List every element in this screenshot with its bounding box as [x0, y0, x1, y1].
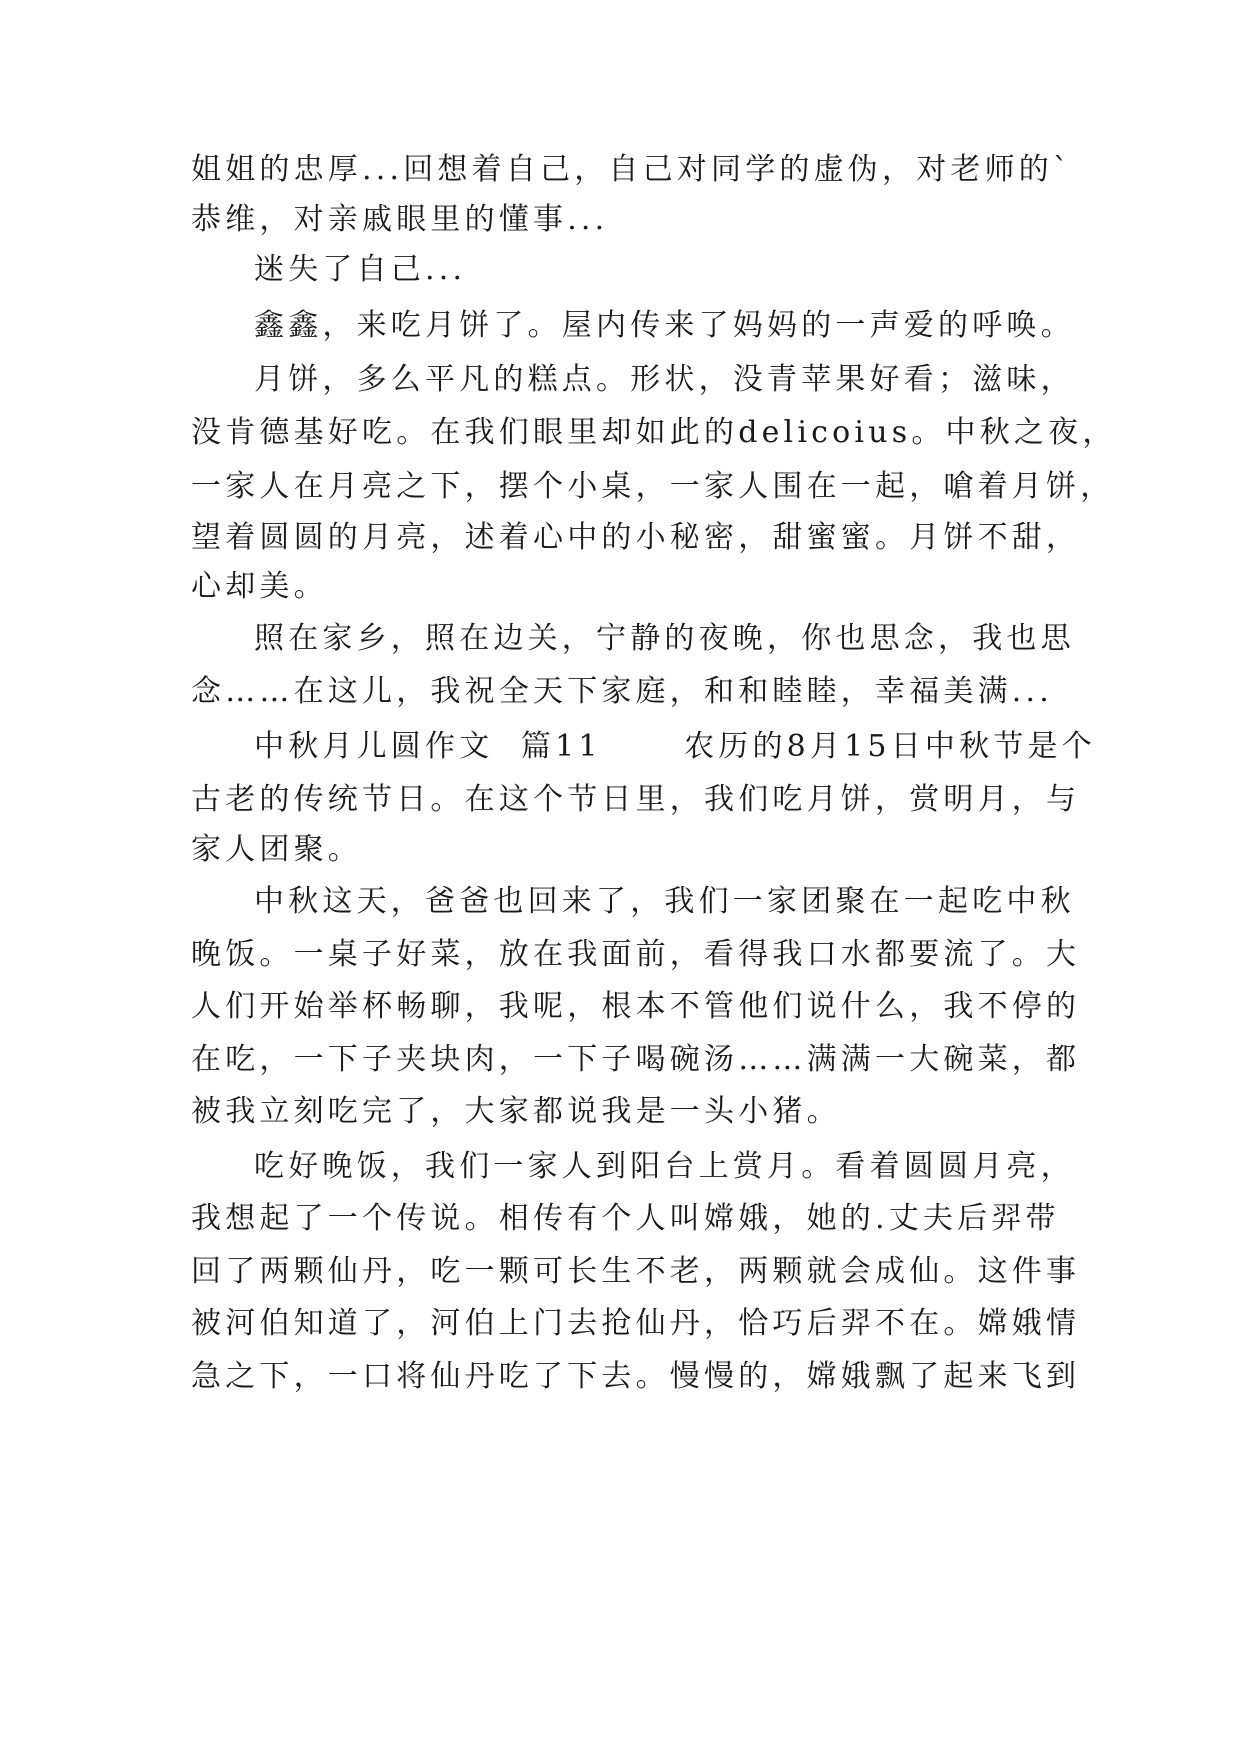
- text-line-20: 吃好晚饭，我们一家人到阳台上赏月。看着圆圆月亮，: [254, 1149, 1075, 1184]
- text-line-5: 月饼，多么平凡的糕点。形状，没青苹果好看；滋味，: [254, 362, 1075, 397]
- text-line-15: 中秋这天，爸爸也回来了，我们一家团聚在一起吃中秋: [254, 884, 1075, 919]
- text-line-1: 姐姐的忠厚...回想着自己，自己对同学的虚伪，对老师的`: [191, 152, 1073, 187]
- text-line-13: 古老的传统节日。在这个节日里，我们吃月饼，赏明月，与: [191, 782, 1081, 817]
- text-line-19: 被我立刻吃完了，大家都说我是一头小猪。: [191, 1094, 841, 1129]
- text-line-7: 一家人在月亮之下，摆个小桌，一家人围在一起，嗆着月饼，: [191, 469, 1115, 504]
- text-line-12: 中秋月儿圆作文 篇11 农历的8月15日中秋节是个: [254, 729, 1096, 764]
- text-line-22: 回了两颗仙丹，吃一颗可长生不老，两颗就会成仙。这件事: [191, 1254, 1081, 1289]
- text-line-8: 望着圆圆的月亮，述着心中的小秘密，甜蜜蜜。月饼不甜，: [191, 520, 1081, 555]
- text-line-6: 没肯德基好吃。在我们眼里却如此的delicoius。中秋之夜，: [191, 415, 1117, 450]
- text-line-24: 急之下，一口将仙丹吃了下去。慢慢的，嫦娥飘了起来飞到: [191, 1359, 1081, 1394]
- text-line-18: 在吃，一下子夹块肉，一下子喝碗汤……满满一大碗菜，都: [191, 1042, 1081, 1077]
- text-line-21: 我想起了一个传说。相传有个人叫嫦娥，她的.丈夫后羿带: [191, 1201, 1060, 1236]
- text-line-11: 念……在这儿，我祝全天下家庭，和和睦睦，幸福美满...: [191, 674, 1054, 709]
- text-line-10: 照在家乡，照在边关，宁静的夜晚，你也思念，我也思: [254, 621, 1075, 656]
- text-line-9: 心却美。: [191, 569, 328, 604]
- text-line-17: 人们开始举杯畅聊，我呢，根本不管他们说什么，我不停的: [191, 989, 1081, 1024]
- text-line-16: 晚饭。一桌子好菜，放在我面前，看得我口水都要流了。大: [191, 937, 1081, 972]
- text-line-3: 迷失了自己...: [254, 252, 467, 287]
- text-line-14: 家人团聚。: [191, 832, 362, 867]
- text-line-4: 鑫鑫，来吃月饼了。屋内传来了妈妈的一声爱的呼唤。: [254, 308, 1075, 343]
- text-line-23: 被河伯知道了，河伯上门去抢仙丹，恰巧后羿不在。嫦娥情: [191, 1306, 1081, 1341]
- text-line-2: 恭维，对亲戚眼里的懂事...: [191, 202, 609, 237]
